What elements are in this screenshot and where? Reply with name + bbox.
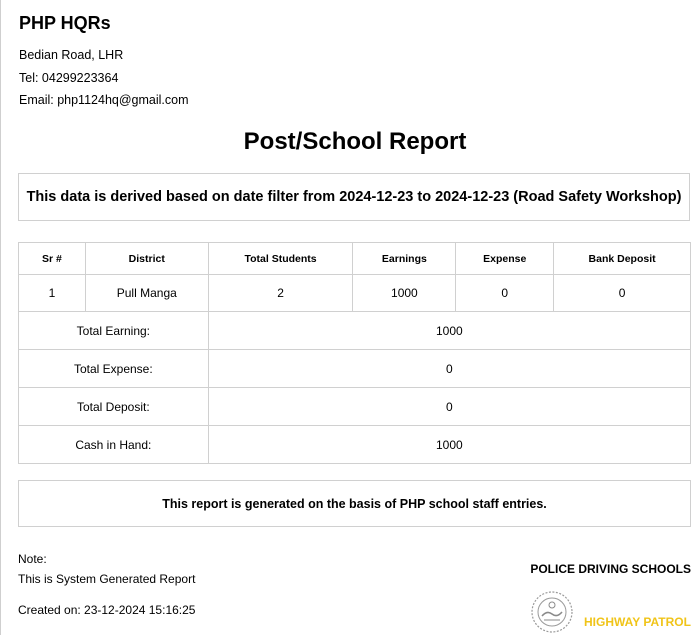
highway-patrol-emblem-icon xyxy=(530,590,574,634)
report-table xyxy=(18,242,691,464)
summary-value: 1000 xyxy=(208,312,690,350)
col-header-sr: Sr # xyxy=(19,243,86,275)
summary-label: Total Earning: xyxy=(19,312,209,350)
summary-row-total-expense xyxy=(19,350,691,388)
report-basis-box xyxy=(18,480,691,527)
note-label: Note: xyxy=(18,552,47,566)
summary-value: 0 xyxy=(208,388,690,426)
cell-sr: 1 xyxy=(19,275,86,312)
table-row xyxy=(19,275,691,312)
col-header-expense: Expense xyxy=(456,243,554,275)
summary-label: Total Deposit: xyxy=(19,388,209,426)
cell-students: 2 xyxy=(208,275,353,312)
date-filter-text: This data is derived based on date filter from 2024-12-23 to 2024-12-23 (Road Safety Workshop) xyxy=(26,189,682,205)
created-on: Created on: 23-12-2024 15:16:25 xyxy=(18,603,196,617)
summary-row-cash-in-hand xyxy=(19,426,691,464)
org-name: PHP HQRs xyxy=(19,13,111,33)
summary-row-total-deposit xyxy=(19,388,691,426)
org-tel: Tel: 04299223364 xyxy=(19,71,119,85)
report-title: Post/School Report xyxy=(243,128,467,155)
summary-label: Total Expense: xyxy=(19,350,209,388)
cell-earnings: 1000 xyxy=(353,275,456,312)
summary-row-total-earning xyxy=(19,312,691,350)
cell-expense: 0 xyxy=(456,275,554,312)
col-header-total-students: Total Students xyxy=(208,243,353,275)
cell-deposit: 0 xyxy=(554,275,691,312)
report-basis-text: This report is generated on the basis of PHP school staff entries. xyxy=(162,496,547,511)
col-header-district: District xyxy=(85,243,208,275)
summary-value: 0 xyxy=(208,350,690,388)
cell-district: Pull Manga xyxy=(85,275,208,312)
org-email: Email: php1124hq@gmail.com xyxy=(19,93,189,107)
date-filter-box xyxy=(18,173,690,221)
note-text: This is System Generated Report xyxy=(18,572,196,586)
table-header-row xyxy=(19,243,691,275)
highway-patrol-label: HIGHWAY PATROL xyxy=(584,615,691,629)
police-driving-schools-label: POLICE DRIVING SCHOOLS xyxy=(530,562,691,576)
org-address: Bedian Road, LHR xyxy=(19,48,124,62)
col-header-earnings: Earnings xyxy=(353,243,456,275)
summary-label: Cash in Hand: xyxy=(19,426,209,464)
page-left-border xyxy=(0,0,1,635)
summary-value: 1000 xyxy=(208,426,690,464)
col-header-bank-deposit: Bank Deposit xyxy=(554,243,691,275)
